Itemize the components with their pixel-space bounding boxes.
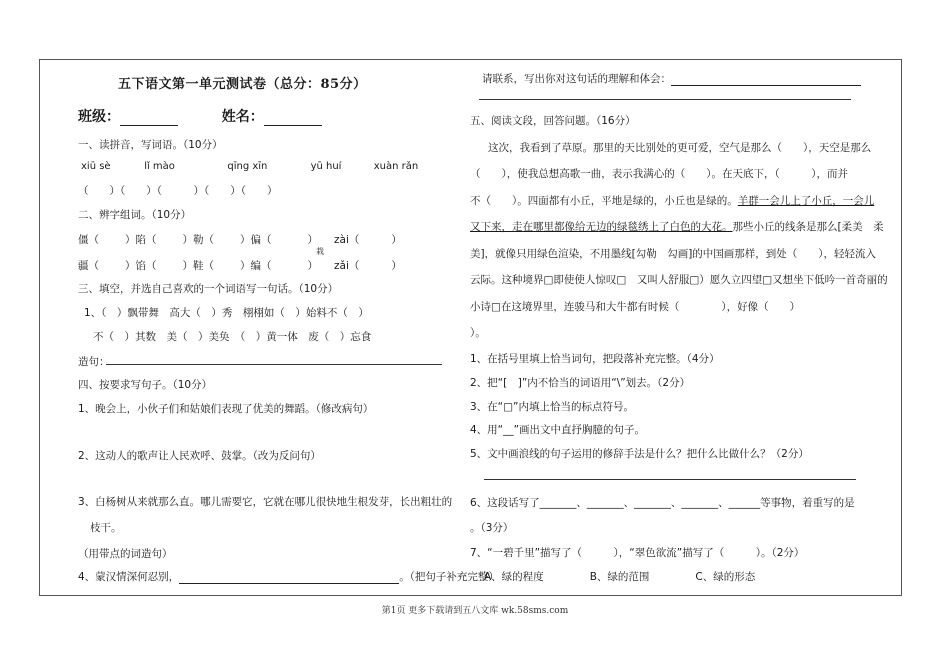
s4-q4-blank[interactable]	[179, 571, 399, 584]
pinyin-1: xiū sè	[81, 161, 111, 172]
char-item: ）陷（	[125, 234, 157, 246]
section5-heading: 五、阅读文段，回答问题。（16分）	[470, 115, 636, 127]
char-item: 疆（	[78, 260, 99, 272]
pinyin-4: yū huí	[310, 161, 342, 172]
passage-text: 不（ ）。四面都有小丘，平地是绿的，小丘也是绿的。	[470, 195, 738, 207]
char-row-2	[78, 258, 318, 273]
s5-question-3: 3、在“□”内填上恰当的标点符号。	[470, 401, 634, 413]
pinyin-row	[81, 161, 434, 172]
s5-question-5: 5、文中画浪线的句子运用的修辞手法是什么？把什么比做什么？（2分）	[470, 448, 809, 460]
s5-question-6a: 6、这段话写了_______、_______、_______、_______、______等事物，着重写的是	[470, 497, 855, 509]
section1-heading: 一、读拼音，写词语。（10分）	[78, 139, 223, 151]
pinyin-answer-brackets[interactable]: （ ）（ ）（ ）（ ）（ ）	[78, 185, 278, 197]
s4-question-4	[78, 569, 499, 584]
passage-underlined: 羊群一会儿上了小丘，一会儿	[737, 195, 875, 207]
s5-question-1: 1、在括号里填上恰当词句，把段落补充完整。（4分）	[470, 353, 720, 365]
name-field[interactable]	[264, 113, 322, 126]
passage-underlined: 又下来，走在哪里都像给无边的绿毯绣上了白色的大花。	[470, 221, 733, 233]
zai-item-1	[334, 232, 402, 247]
char-item: ）偏（	[240, 234, 272, 246]
s4-q4-start: 4、蒙汉情深何忍别，	[78, 571, 180, 583]
pinyin-2: lǐ mào	[144, 161, 175, 172]
passage-line-7: 小诗□在这境界里，连骏马和大牛都有时候（ ），好像（ ）	[470, 301, 801, 313]
s4-question-3a: 3、白杨树从来就那么直。哪儿需要它，它就在哪儿很快地生根发芽，长出粗壮的	[78, 496, 453, 508]
char-item: ）	[307, 234, 318, 246]
pinyin-5: xuàn rǎn	[373, 161, 419, 172]
s5-q5-line[interactable]	[484, 479, 856, 480]
class-field[interactable]	[120, 113, 178, 126]
right-top-blank[interactable]	[671, 73, 861, 86]
class-name-row	[78, 106, 322, 126]
option-c[interactable]: C、绿的形态	[695, 571, 756, 583]
page-footer: 第1页 更多下载请到五八文库 wk.58sms.com	[381, 606, 569, 616]
passage-line-6: 云际。这种境界□即使使人惊叹□ 又叫人舒服□）愿久立四望□又想坐下低吟一首奇丽的	[470, 274, 888, 286]
pinyin-3: qīng xīn	[227, 161, 268, 172]
passage-line-4	[470, 219, 884, 234]
make-sentence-label: 造句：	[78, 356, 110, 368]
char-item: ）馅（	[125, 260, 157, 272]
s5-question-2: 2、把“[ ]”内不恰当的词语用“\”划去。（2分）	[470, 377, 691, 389]
idiom-row-1[interactable]: 1、（ ）飘带舞 高大（ ）秀 栩栩如（ ）始料不（ ）	[84, 307, 369, 319]
right-top-prompt	[482, 71, 861, 86]
passage-line-5: 美]，就像只用绿色渲染，不用墨线[勾勒 勾画]的中国画那样，到处（ ），轻轻流入	[470, 248, 877, 260]
name-label: 姓名：	[221, 109, 264, 125]
passage-text: 那些小丘的线条是那么[柔美 柔	[732, 221, 884, 233]
passage-line-8: ）。	[470, 327, 486, 339]
s5-options	[484, 569, 755, 584]
char-item: ）编（	[240, 260, 272, 272]
right-top-line[interactable]	[479, 99, 851, 100]
char-row-1	[78, 232, 318, 247]
section2-heading: 二、辨字组词。（10分）	[78, 209, 192, 221]
passage-line-2: （ ），使我总想高歌一曲，表示我满心的（ ）。在天底下，（ ），而并	[470, 168, 848, 180]
zai-label: zài（	[334, 234, 360, 246]
option-b[interactable]: B、绿的范围	[589, 571, 650, 583]
s4-question-3c: （用带点的词造句）	[78, 548, 173, 560]
char-item: 僵（	[78, 234, 99, 246]
make-sentence-line[interactable]	[106, 364, 442, 365]
s5-question-7: 7、“一碧千里”描写了（ ），“翠色欲流”描写了（ ）。（2分）	[470, 547, 805, 559]
option-a[interactable]: A、绿的程度	[484, 571, 544, 583]
s5-question-6b: 。（3分）	[470, 522, 514, 534]
zai-close: ）	[391, 234, 402, 246]
s4-q4-end: 。（把句子补充完整）	[399, 571, 499, 583]
section3-heading: 三、填空，并选自己喜欢的一个词语写一句话。（10分）	[78, 283, 339, 295]
middle-char: 栽	[316, 247, 324, 256]
zai-item-2	[334, 258, 402, 273]
page-title: 五下语文第一单元测试卷（总分：85分）	[118, 77, 367, 92]
s4-question-2: 2、这动人的歌声让人民欢呼、鼓掌。（改为反问句）	[78, 450, 321, 462]
class-label: 班级：	[78, 109, 120, 125]
right-top-text: 请联系，写出你对这句话的理解和体会：	[482, 73, 671, 85]
char-item: ）鞋（	[182, 260, 214, 272]
passage-line-1: 这次，我看到了草原。那里的天比别处的更可爱，空气是那么（ ），天空是那么	[488, 142, 872, 154]
section4-heading: 四、按要求写句子。（10分）	[78, 379, 213, 391]
char-item: ）	[307, 260, 318, 272]
idiom-row-2[interactable]: 不（ ）其数 美（ ）美奂 （ ）黄一体 废（ ）忘食	[93, 331, 372, 343]
s4-question-3b: 枝干。	[90, 522, 122, 534]
zai-label: zǎi（	[334, 260, 360, 272]
zai-close: ）	[391, 260, 402, 272]
s4-question-1: 1、晚会上，小伙子们和姑娘们表现了优美的舞蹈。（修改病句）	[78, 403, 374, 415]
passage-line-3	[470, 193, 874, 208]
char-item: ）勒（	[182, 234, 214, 246]
s5-question-4: 4、用“__”画出文中直抒胸臆的句子。	[470, 424, 646, 436]
